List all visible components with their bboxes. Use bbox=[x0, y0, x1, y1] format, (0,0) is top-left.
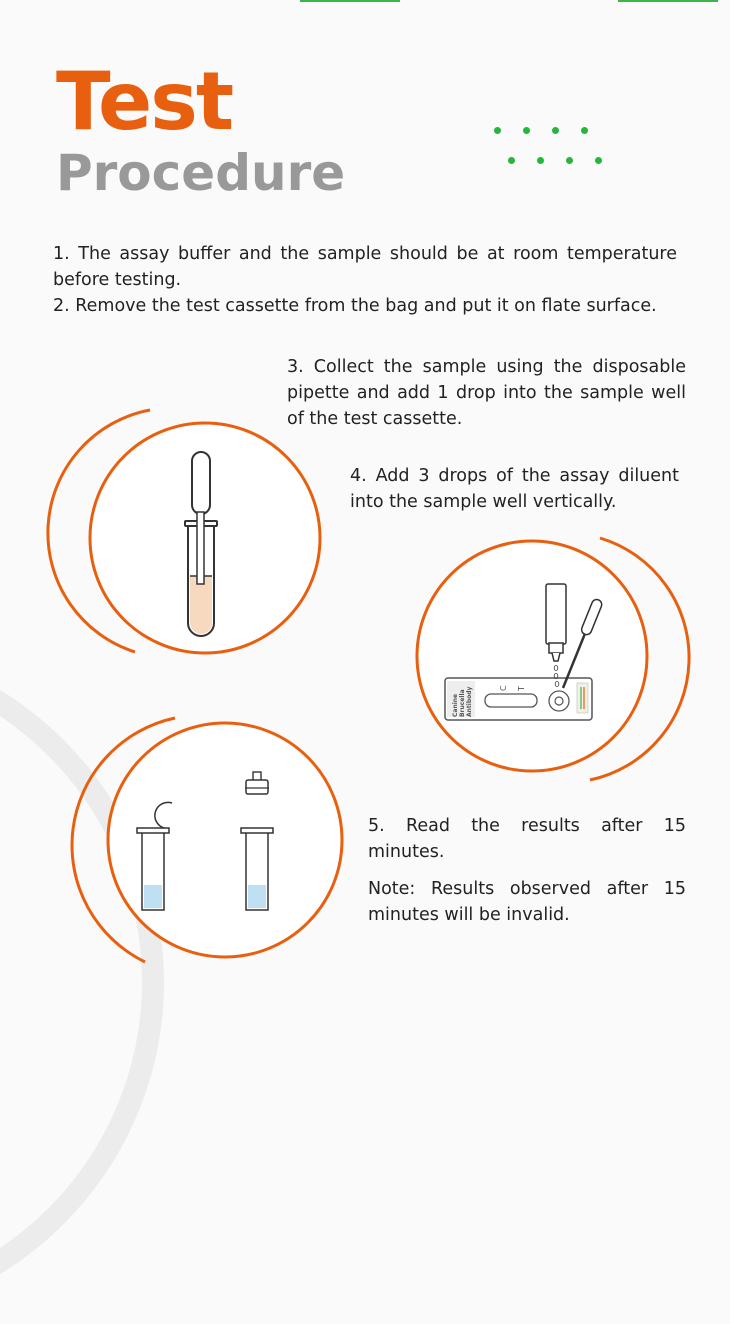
dot bbox=[581, 127, 588, 134]
sample-well-inner bbox=[555, 697, 563, 705]
step-5-text: 5. Read the results after 15 minutes. bbox=[368, 816, 686, 862]
circle-frame bbox=[417, 541, 647, 771]
page-title: Test bbox=[56, 55, 233, 148]
tube-1-rim bbox=[137, 828, 169, 833]
top-accent-line-left bbox=[300, 0, 400, 2]
cassette-label-1: Canine bbox=[452, 693, 459, 717]
dropper-bottle-tip bbox=[552, 653, 560, 661]
pipette-bulb bbox=[192, 452, 210, 514]
cassette-mark-t: T bbox=[517, 686, 526, 691]
pipette-tube-illustration bbox=[60, 400, 330, 660]
tube-2-liquid bbox=[248, 885, 266, 908]
step-1-text: 1. The assay buffer and the sample should be at room temperature before testing. bbox=[53, 244, 677, 290]
dot bbox=[508, 157, 515, 164]
dot bbox=[595, 157, 602, 164]
dropper-bottle-body bbox=[546, 584, 566, 644]
step-4-text: 4. Add 3 drops of the assay diluent into the sample well vertically. bbox=[350, 466, 679, 512]
cassette-mark-c: C bbox=[499, 685, 508, 691]
dot bbox=[566, 157, 573, 164]
top-accent-line-right bbox=[618, 0, 718, 2]
tube-1-liquid bbox=[144, 885, 162, 908]
cassette-label-2: Brucella bbox=[459, 689, 466, 717]
note-text: Note: Results observed after 15 minutes will be invalid. bbox=[368, 879, 686, 925]
cassette-label-3: Antibody bbox=[466, 686, 473, 717]
pipette-stem bbox=[197, 512, 204, 584]
step-3-text: 3. Collect the sample using the disposable pipette and add 1 drop into the sample well of the test cassette. bbox=[287, 357, 686, 429]
dropper-cap-body bbox=[246, 780, 268, 794]
page-subtitle: Procedure bbox=[56, 144, 346, 202]
dot bbox=[552, 127, 559, 134]
dot bbox=[537, 157, 544, 164]
dot bbox=[494, 127, 501, 134]
cassette-sticker bbox=[577, 683, 588, 713]
cassette-illustration bbox=[405, 535, 695, 785]
step-2-text: 2. Remove the test cassette from the bag and put it on flate surface. bbox=[53, 296, 657, 316]
intro-steps bbox=[53, 241, 677, 319]
buffer-tubes-illustration bbox=[80, 700, 340, 970]
dot bbox=[523, 127, 530, 134]
tube-2-rim bbox=[241, 828, 273, 833]
result-window bbox=[485, 694, 537, 707]
decorative-dots bbox=[486, 120, 626, 170]
dropper-bottle-neck bbox=[549, 643, 563, 653]
